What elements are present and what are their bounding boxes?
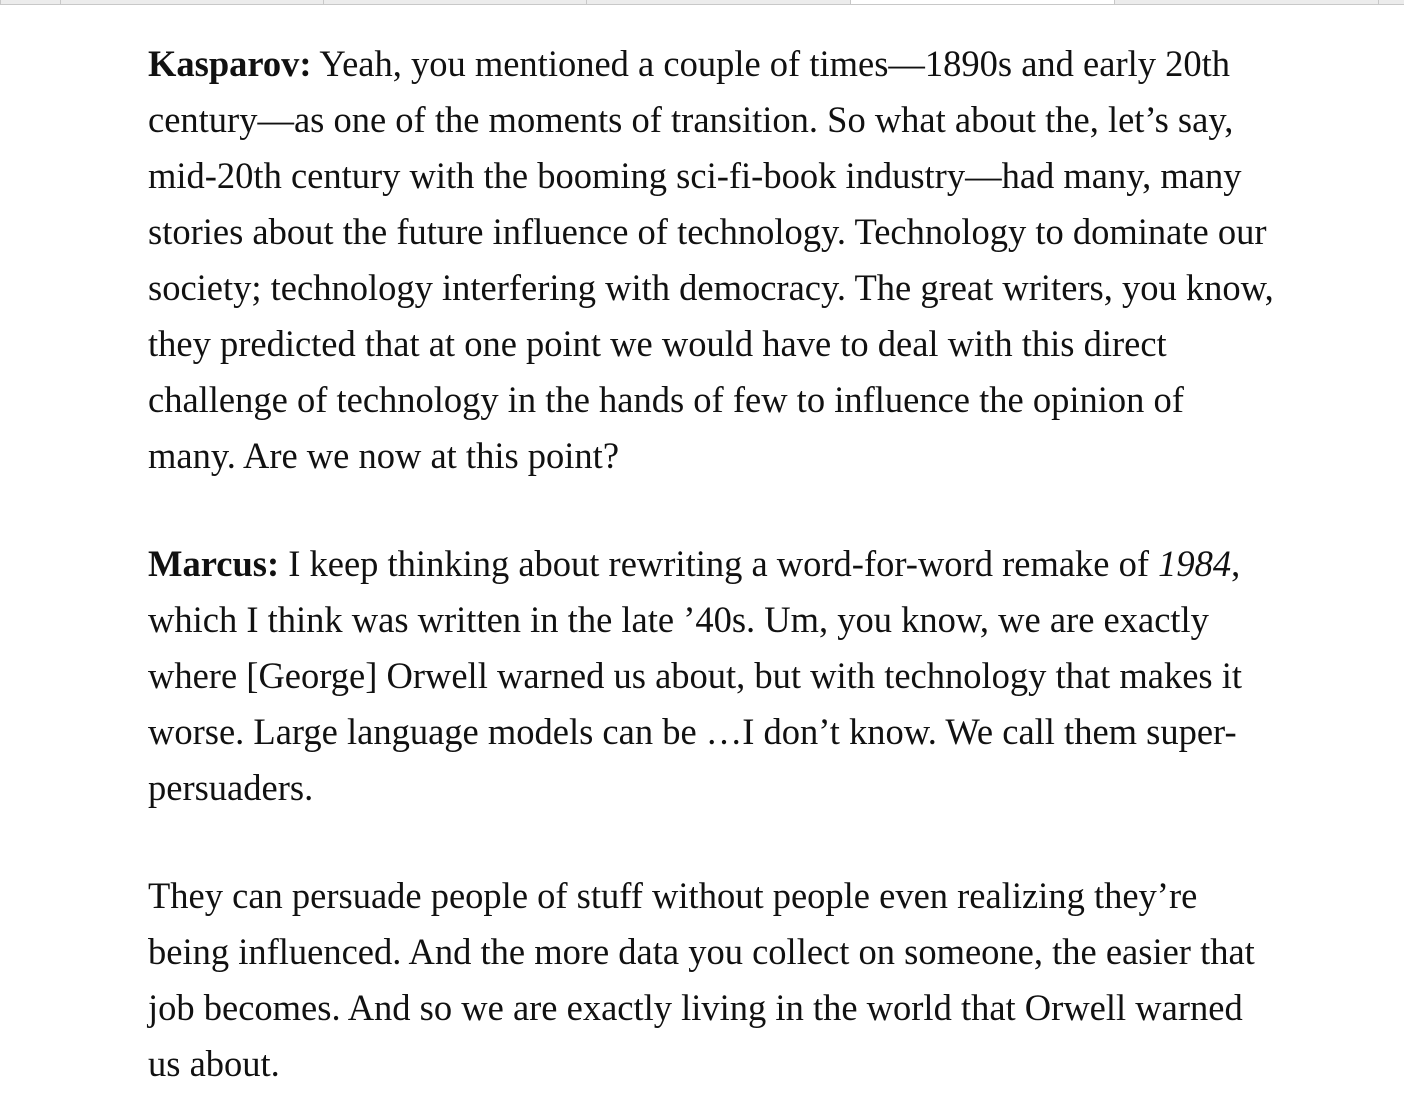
paragraph-text: They can persuade people of stuff without people even realizing they’re being influenced. And the more data you collect on someone, the easier that job becomes. And so we are exactly living in the world that Orwell warned us about. (148, 875, 1255, 1084)
paragraph-text: I keep thinking about rewriting a word-for-word remake of (279, 543, 1159, 584)
transcript-paragraph-continuation (148, 868, 1278, 1092)
speaker-label-marcus: Marcus: (148, 543, 280, 584)
tab[interactable] (1114, 0, 1379, 4)
tab[interactable] (60, 0, 324, 4)
interview-transcript (148, 36, 1278, 1092)
transcript-paragraph-kasparov (148, 36, 1278, 484)
book-title-1984: 1984 (1158, 543, 1232, 584)
tab[interactable] (1378, 0, 1404, 4)
browser-tab-strip (0, 0, 1404, 5)
paragraph-text: Yeah, you mentioned a couple of times—1890s and early 20th century—as one of the moments of transition. So what about the, let’s say, mid-20th century with the booming sci-fi-book industry—had many, many stories about the future influence of technology. Technology to dominate our society; technology interfering with democracy. The great writers, you know, they predicted that at one point we would have to deal with this direct challenge of technology in the hands of few to influence the opinion of many. Are we now at this point? (148, 43, 1274, 476)
tab[interactable] (586, 0, 851, 4)
tab[interactable] (0, 0, 61, 4)
tab[interactable] (323, 0, 587, 4)
tab-active[interactable] (850, 0, 1115, 4)
speaker-label-kasparov: Kasparov: (148, 43, 312, 84)
paragraph-text: , which I think was written in the late ’40s. Um, you know, we are exactly where [George] Orwell warned us about, but with technology that makes it worse. Large language models can be …I don’t know. We call them super-persuaders. (148, 543, 1243, 808)
transcript-paragraph-marcus (148, 536, 1278, 816)
